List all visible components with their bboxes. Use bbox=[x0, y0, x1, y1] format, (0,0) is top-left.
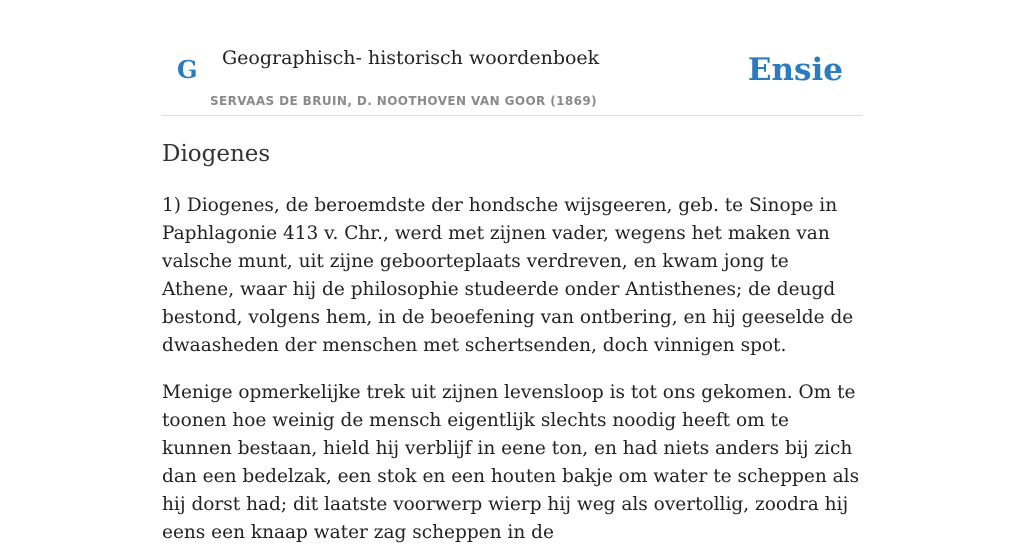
ensie-logo-link[interactable]: Ensie bbox=[747, 52, 843, 88]
book-authors: SERVAAS DE BRUIN, D. NOOTHOVEN VAN GOOR (1869) bbox=[210, 94, 598, 108]
article-paragraph-2: Menige opmerkelijke trek uit zijnen levensloop is tot ons gekomen. Om te toonen hoe weinig de mensch eigentlijk slechts noodig heeft om te kunnen bestaan, hield hij verblijf in eene ton, en had niets anders bij zich dan een bedelzak, een stok en een houten bakje om water te scheppen als hij dorst had; dit laatste voorwerp wierp hij weg als overtollig, zoodra hij eens een knaap water zag scheppen in de bbox=[162, 382, 860, 543]
book-title-link[interactable]: Geographisch- historisch woordenboek bbox=[222, 47, 600, 69]
book-header bbox=[162, 0, 862, 116]
article-title: Diogenes bbox=[162, 141, 271, 167]
article-paragraph-1: 1) Diogenes, de beroemdste der hondsche wijsgeeren, geb. te Sinope in Paphlagonie 413 v. Chr., werd met zijnen vader, wegens het maken van valsche munt, uit zijne geboorteplaats verdreven, en kwam jong te Athene, waar hij de philosophie studeerde onder Antisthenes; de deugd bestond, volgens hem, in de beoefening van ontbering, en hij geeselde de dwaasheden der menschen met schertsenden, doch vinnigen spot. bbox=[162, 195, 854, 356]
book-letter-badge[interactable]: G bbox=[177, 55, 198, 84]
article bbox=[162, 138, 862, 547]
